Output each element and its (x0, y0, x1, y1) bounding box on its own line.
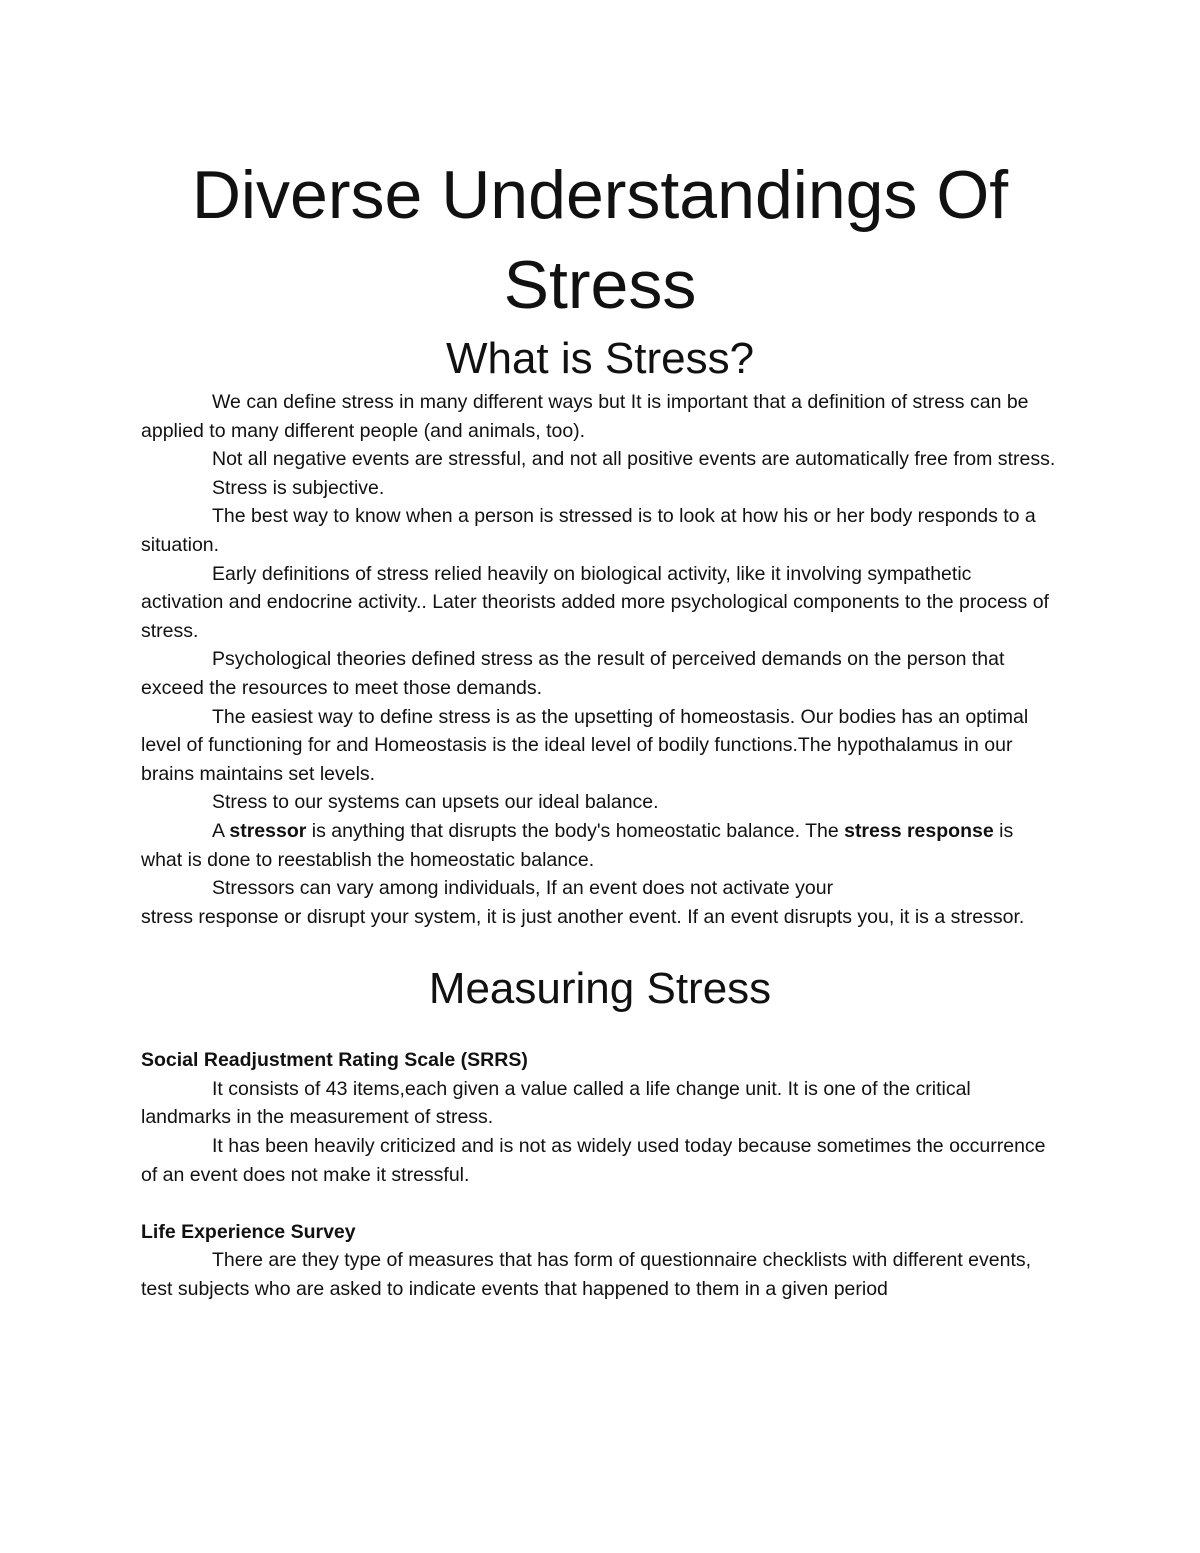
paragraph: Early definitions of stress relied heavily on biological activity, like it involving sympathetic activation and endocrine activity.. Later theorists added more psychological components to the process of stress. (141, 562, 1049, 642)
paragraph-stressors-vary-continued: stress response or disrupt your system, it is just another event. If an event disrupts you, it is a stressor. (141, 905, 1025, 928)
paragraph: The easiest way to define stress is as the upsetting of homeostasis. Our bodies has an optimal level of functioning for and Homeostasis is the ideal level of bodily functions.The hypothalamus in our brains maintains set levels. (141, 705, 1029, 785)
paragraph: The best way to know when a person is stressed is to look at how his or her body responds to a situation. (141, 505, 1036, 556)
document-page (141, 150, 1059, 1304)
paragraph: Stress to our systems can upsets our ideal balance. (212, 791, 659, 814)
paragraph-stressor-definition (141, 817, 1059, 874)
document-title: Diverse Understandings Of Stress (191, 157, 1009, 323)
text-run: A (212, 819, 230, 842)
subheading-srrs: Social Readjustment Rating Scale (SRRS) (141, 1049, 528, 1072)
section-heading-what-is-stress: What is Stress? (445, 334, 755, 383)
bold-term-stress-response: stress response (844, 819, 994, 842)
bold-term-stressor: stressor (229, 819, 307, 842)
paragraph: Not all negative events are stressful, and not all positive events are automatically free from stress. (212, 448, 1056, 471)
paragraph: Stress is subjective. (212, 476, 385, 499)
paragraph: Psychological theories defined stress as the result of perceived demands on the person that exceed the resources to meet those demands. (141, 648, 1005, 699)
paragraph: We can define stress in many different ways but It is important that a definition of stress can be applied to many different people (and animals, too). (141, 391, 1029, 442)
paragraph: It consists of 43 items,each given a value called a life change unit. It is one of the critical landmarks in the measurement of stress. (141, 1077, 971, 1129)
text-run: is anything that disrupts the body's homeostatic balance. The (306, 819, 845, 842)
paragraph: It has been heavily criticized and is not as widely used today because sometimes the occurrence of an event does not make it stressful. (141, 1135, 1046, 1186)
subheading-life-experience-survey: Life Experience Survey (141, 1220, 356, 1243)
blank-line (141, 1189, 1059, 1218)
text-run: is what is done to reestablish the homeostatic balance. (141, 819, 1014, 871)
paragraph: There are they type of measures that has form of questionnaire checklists with different events, test subjects who are asked to indicate events that happened to them in a given period (141, 1249, 1032, 1301)
paragraph-stressors-vary: Stressors can vary among individuals, If an event does not activate your (212, 877, 834, 900)
section-heading-measuring-stress: Measuring Stress (428, 964, 772, 1014)
